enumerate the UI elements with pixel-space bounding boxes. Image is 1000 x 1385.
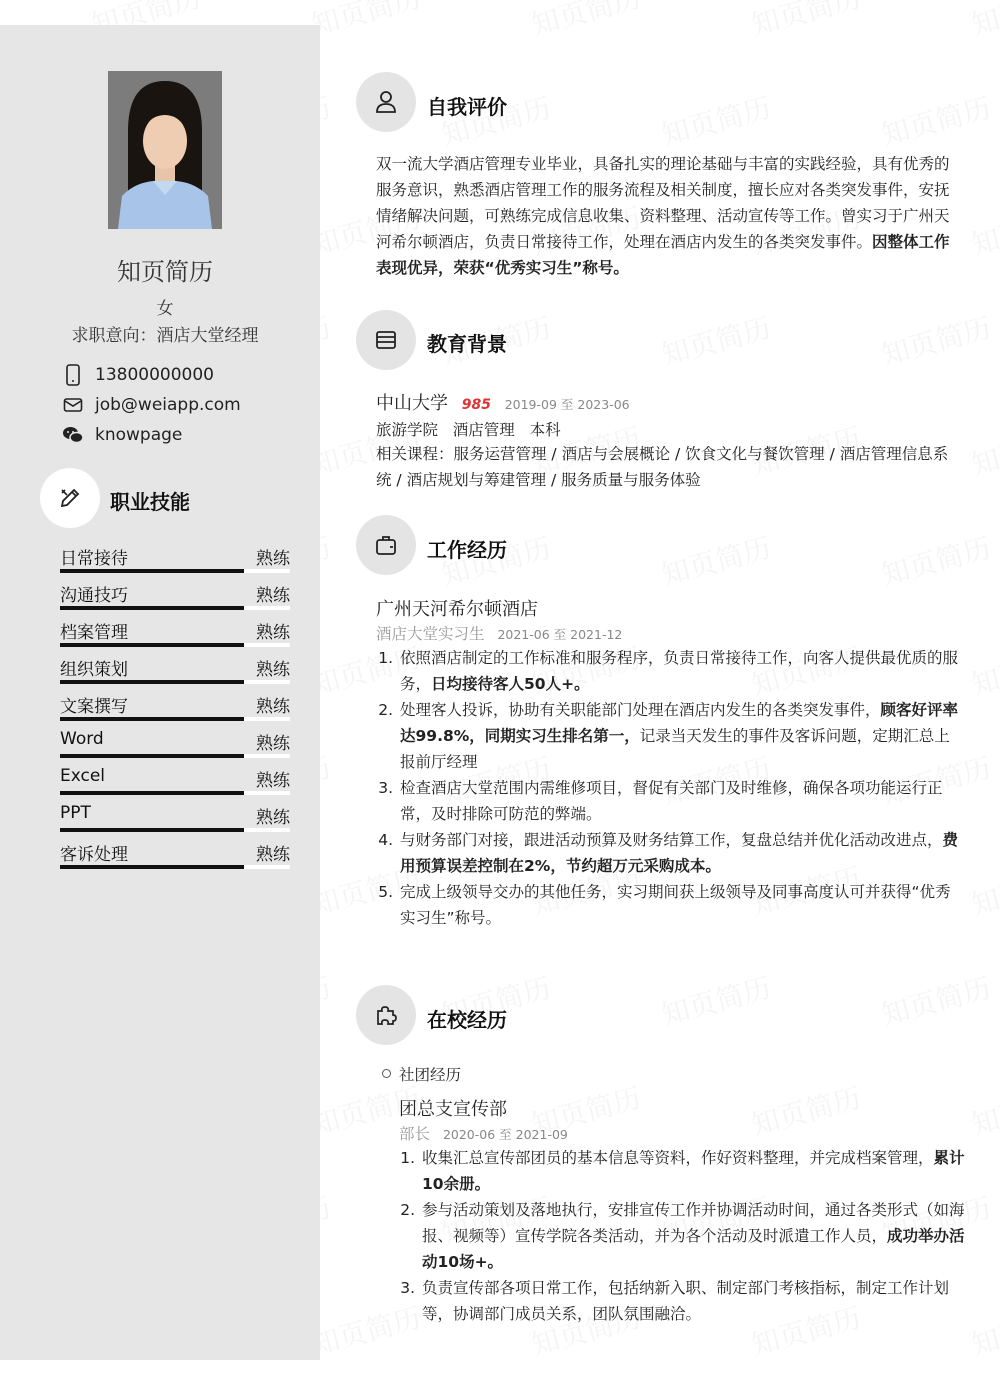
list-item: 1. 依照酒店制定的工作标准和服务程序，负责日常接待工作，向客人提供最优质的服务，日均接待客人50人+。 — [398, 645, 964, 697]
skills-title: 职业技能 — [110, 490, 190, 514]
profile-photo — [108, 71, 222, 229]
skill-row — [60, 803, 290, 833]
book-icon — [356, 310, 416, 370]
skill-bar-fill — [60, 717, 244, 721]
watermark-text — [967, 416, 1000, 484]
watermark-text — [747, 0, 866, 44]
skill-bar-fill — [60, 643, 244, 647]
skill-level: 熟练 — [256, 734, 290, 754]
skill-bar — [60, 680, 290, 684]
watermark-text — [657, 306, 776, 374]
work-title: 工作经历 — [427, 538, 507, 562]
list-item: 1. 收集汇总宣传部团员的基本信息等资料，作好资料整理，并完成档案管理，累计10余册。 — [420, 1145, 966, 1197]
skill-name: 沟通技巧 — [60, 586, 128, 606]
list-item: 3. 负责宣传部各项日常工作，包括纳新入职、制定部门考核指标，制定工作计划等，协调部门成员关系，团队氛围融洽。 — [420, 1275, 966, 1327]
skill-name: 日常接待 — [60, 549, 128, 569]
pencil-ruler-icon — [40, 468, 100, 528]
skill-row — [60, 729, 290, 759]
contact-email — [62, 393, 241, 417]
skill-bar-fill — [60, 865, 244, 869]
user-icon — [356, 72, 416, 132]
skill-bar — [60, 754, 290, 758]
watermark-text — [657, 526, 776, 594]
watermark-text — [657, 86, 776, 154]
skill-row — [60, 655, 290, 685]
skill-bar — [60, 606, 290, 610]
skill-level: 熟练 — [256, 845, 290, 865]
watermark-text — [967, 196, 1000, 264]
skill-name: 文案撰写 — [60, 697, 128, 717]
work-role-line — [376, 622, 622, 644]
campus-duties — [400, 1145, 966, 1327]
skill-level: 熟练 — [256, 623, 290, 643]
watermark-text — [967, 1296, 1000, 1364]
skill-bar-fill — [60, 754, 244, 758]
skill-bar — [60, 569, 290, 573]
education-courses: 相关课程：服务运营管理 / 酒店与会展概论 / 饮食文化与餐饮管理 / 酒店管理信息系统 / 酒店规划与筹建管理 / 服务质量与服务体验 — [376, 445, 949, 489]
watermark-text — [527, 0, 646, 44]
contact-phone — [62, 363, 214, 387]
skill-row — [60, 544, 290, 574]
skill-bar-fill — [60, 828, 244, 832]
education-school-line — [376, 389, 630, 415]
education-title: 教育背景 — [427, 332, 507, 356]
watermark-text — [747, 1076, 866, 1144]
email-text: job@weiapp.com — [95, 395, 241, 415]
skill-row — [60, 618, 290, 648]
skill-bar — [60, 828, 290, 832]
skill-level: 熟练 — [256, 660, 290, 680]
list-item: 3. 检查酒店大堂范围内需维修项目，督促有关部门及时维修，确保各项功能运行正常，及时排除可防范的弊端。 — [398, 775, 964, 827]
skill-bar-fill — [60, 569, 244, 573]
school-badge: 985 — [461, 397, 491, 413]
work-role: 酒店大堂实习生 — [376, 625, 485, 643]
skill-row — [60, 692, 290, 722]
skill-name: Word — [60, 729, 104, 749]
wechat-text: knowpage — [95, 425, 183, 445]
briefcase-icon — [356, 515, 416, 575]
bullet-circle-icon — [382, 1069, 391, 1078]
skill-level: 熟练 — [256, 549, 290, 569]
contact-wechat — [62, 423, 182, 447]
watermark-text — [967, 856, 1000, 924]
skill-level: 熟练 — [256, 808, 290, 828]
watermark-text — [307, 0, 426, 44]
watermark-text — [967, 636, 1000, 704]
skill-level: 熟练 — [256, 697, 290, 717]
campus-org: 团总支宣传部 — [399, 1099, 507, 1120]
self-eval-text: 双一流大学酒店管理专业毕业，具备扎实的理论基础与丰富的实践经验，具有优秀的服务意识，熟悉酒店管理工作的服务流程及相关制度，擅长应对各类突发事件，安抚情绪解决问题，可熟练完成信息收集、资料整理、活动宣传等工作。曾实习于广州天河希尔顿酒店，负责日常接待工作，处理在酒店内发生的各类突发事件。因整体工作表现优异，荣获“优秀实习生”称号。 — [376, 155, 950, 277]
phone-text: 13800000000 — [95, 365, 214, 385]
campus-title: 在校经历 — [427, 1008, 507, 1032]
skill-name: 档案管理 — [60, 623, 128, 643]
skill-bar — [60, 791, 290, 795]
skill-row — [60, 766, 290, 796]
campus-role-line — [399, 1122, 568, 1144]
list-item: 4. 与财务部门对接，跟进活动预算及财务结算工作，复盘总结并优化活动改进点，费用预算误差控制在2%，节约超万元采购成本。 — [398, 827, 964, 879]
work-date: 2021-06 至 2021-12 — [497, 627, 623, 642]
skill-bar-fill — [60, 680, 244, 684]
watermark-text — [967, 0, 1000, 44]
skill-bar — [60, 865, 290, 869]
skill-name: 组织策划 — [60, 660, 128, 680]
watermark-text — [877, 86, 996, 154]
skill-bar — [60, 643, 290, 647]
campus-role: 部长 — [399, 1125, 431, 1143]
education-detail: 旅游学院 酒店管理 本科 — [376, 421, 561, 439]
work-duties — [378, 645, 964, 931]
watermark-text — [877, 966, 996, 1034]
mail-icon — [62, 394, 84, 416]
skill-name: PPT — [60, 803, 91, 823]
skill-bar — [60, 717, 290, 721]
campus-category: 社团经历 — [382, 1063, 461, 1085]
skill-name: Excel — [60, 766, 106, 786]
phone-icon — [62, 364, 84, 386]
watermark-text — [657, 966, 776, 1034]
school-name: 中山大学 — [376, 393, 448, 414]
skill-bar-fill — [60, 791, 244, 795]
campus-date: 2020-06 至 2021-09 — [442, 1127, 568, 1142]
skill-row — [60, 581, 290, 611]
skill-level: 熟练 — [256, 586, 290, 606]
watermark-text — [877, 306, 996, 374]
job-intent: 求职意向：酒店大堂经理 — [71, 326, 259, 346]
work-company: 广州天河希尔顿酒店 — [376, 599, 538, 620]
wechat-icon — [62, 424, 84, 446]
puzzle-icon — [356, 985, 416, 1045]
education-date: 2019-09 至 2023-06 — [504, 397, 630, 412]
profile-gender: 女 — [156, 299, 174, 319]
self-eval-title: 自我评价 — [427, 95, 507, 119]
list-item: 2. 参与活动策划及落地执行，安排宣传工作并协调活动时间，通过各类形式（如海报、视频等）宣传学院各类活动，并为各个活动及时派遣工作人员，成功举办活动10场+。 — [420, 1197, 966, 1275]
list-item: 5. 完成上级领导交办的其他任务，实习期间获上级领导及同事高度认可并获得“优秀实习生”称号。 — [398, 879, 964, 931]
skill-name: 客诉处理 — [60, 845, 128, 865]
skill-level: 熟练 — [256, 771, 290, 791]
profile-name: 知页简历 — [117, 258, 213, 286]
watermark-text — [877, 526, 996, 594]
list-item: 2. 处理客人投诉，协助有关职能部门处理在酒店内发生的各类突发事件，顾客好评率达99.8%，同期实习生排名第一，记录当天发生的事件及客诉问题，定期汇总上报前厅经理 — [398, 697, 964, 775]
skill-row — [60, 840, 290, 870]
watermark-text — [967, 1076, 1000, 1144]
skill-bar-fill — [60, 606, 244, 610]
